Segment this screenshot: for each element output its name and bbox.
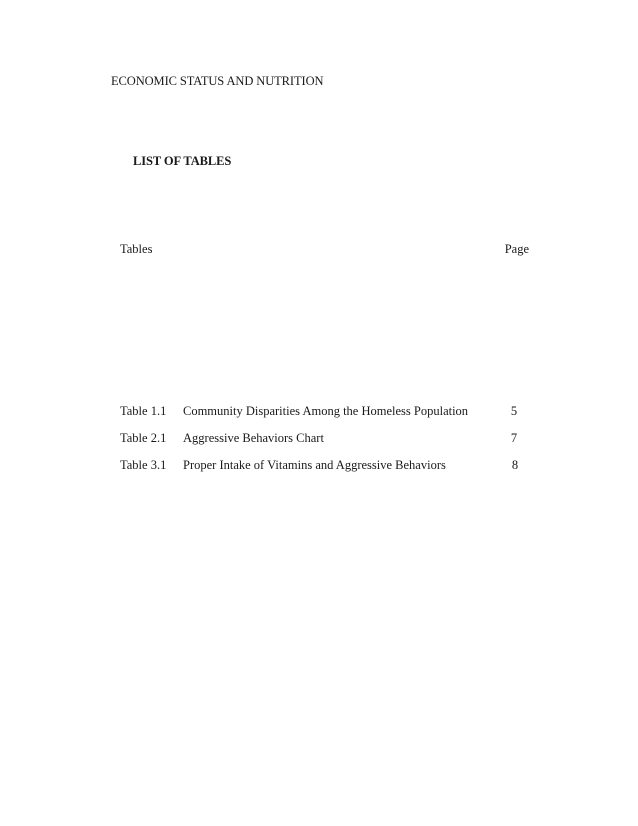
table-page-number: 5 <box>510 404 518 418</box>
list-item <box>120 458 530 477</box>
table-title: Community Disparities Among the Homeless Population <box>183 404 469 418</box>
tables-column-header: Tables <box>120 242 153 256</box>
list-item <box>120 431 530 450</box>
table-list <box>120 404 530 477</box>
page-title: LIST OF TABLES <box>133 154 232 168</box>
table-number: Table 2.1 <box>120 431 167 445</box>
table-page-number: 7 <box>510 431 518 445</box>
running-head: ECONOMIC STATUS AND NUTRITION <box>111 74 324 88</box>
table-number: Table 3.1 <box>120 458 167 472</box>
page-column-header: Page <box>504 242 529 256</box>
table-title: Proper Intake of Vitamins and Aggressive Behaviors <box>183 458 446 472</box>
table-page-number: 8 <box>511 458 519 472</box>
list-item <box>120 404 530 423</box>
table-title: Aggressive Behaviors Chart <box>183 431 324 445</box>
table-number: Table 1.1 <box>120 404 167 418</box>
